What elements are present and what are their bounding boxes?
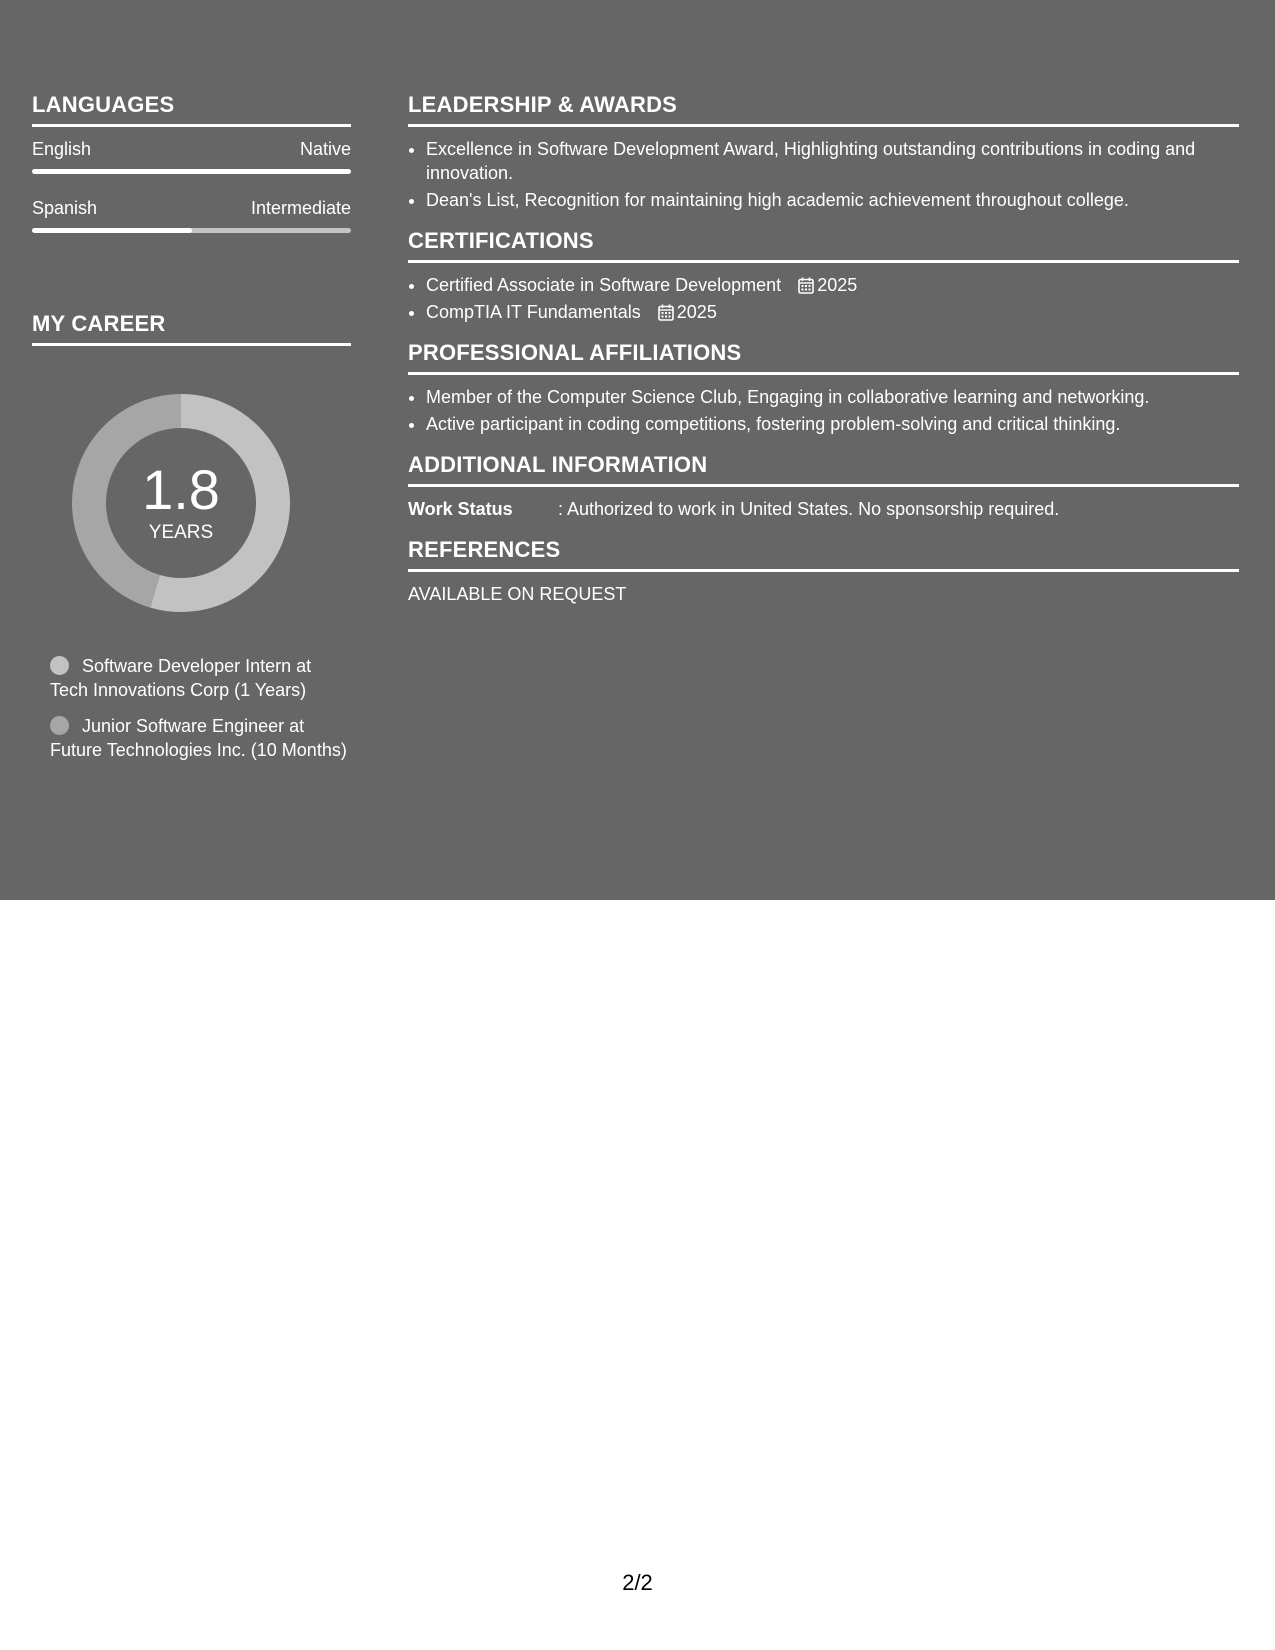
affiliation-item: • Member of the Computer Science Club, Engaging in collaborative learning and networking. [426,385,1239,409]
certifications-heading: CERTIFICATIONS [408,228,1239,263]
language-name: Spanish [32,198,98,218]
leadership-heading: LEADERSHIP & AWARDS [408,92,1239,127]
affiliation-item: • Active participant in coding competitions, fostering problem-solving and critical thinking. [426,412,1239,436]
calendar-icon [658,304,674,321]
references-heading: REFERENCES [408,537,1239,572]
references-text: AVAILABLE ON REQUEST [408,584,627,604]
career-donut-chart [66,388,296,618]
additional-info-section [408,452,1239,521]
languages-heading: LANGUAGES [32,92,351,127]
career-heading: MY CAREER [32,311,351,346]
language-name: English [32,139,92,159]
career-total-years: 1.8 [142,458,220,521]
calendar-icon [798,277,814,294]
language-item [32,196,351,233]
work-status-row [408,497,1239,521]
certification-name: CompTIA IT Fundamentals [426,302,641,322]
career-section [32,311,351,762]
references-section [408,537,1239,606]
career-total-unit: YEARS [148,522,214,543]
career-legend-label: Software Developer Intern at Tech Innovations Corp (1 Years) [50,656,312,700]
work-status-label: Work Status [408,499,513,519]
language-proficiency-bar [32,169,351,174]
affiliations-section [408,340,1239,436]
career-legend [50,654,351,762]
certification-year: 2025 [817,275,858,295]
leadership-item: • Excellence in Software Development Award, Highlighting outstanding contributions in coding and innovation. [426,137,1239,185]
certification-item [426,273,1239,297]
language-proficiency-bar [32,228,351,233]
career-legend-label: Junior Software Engineer at Future Technologies Inc. (10 Months) [50,716,347,760]
language-level: Native [299,139,351,159]
career-legend-item [50,654,351,702]
language-level: Intermediate [250,198,351,218]
legend-dot-icon [50,716,69,735]
language-item [32,137,351,174]
affiliations-heading: PROFESSIONAL AFFILIATIONS [408,340,1239,375]
certification-item [426,300,1239,324]
work-status-value: : Authorized to work in United States. No sponsorship required. [558,499,1060,519]
right-column [408,92,1239,622]
leadership-item: • Dean's List, Recognition for maintaining high academic achievement throughout college. [426,188,1239,212]
left-column [32,92,351,774]
leadership-section [408,92,1239,212]
additional-info-heading: ADDITIONAL INFORMATION [408,452,1239,487]
legend-dot-icon [50,656,69,675]
career-legend-item [50,714,351,762]
language-proficiency-fill [32,169,351,174]
certifications-section [408,228,1239,324]
language-proficiency-fill [32,228,192,233]
page-number: 2/2 [622,1570,653,1595]
certification-year: 2025 [676,302,717,322]
certification-name: Certified Associate in Software Development [426,275,782,295]
